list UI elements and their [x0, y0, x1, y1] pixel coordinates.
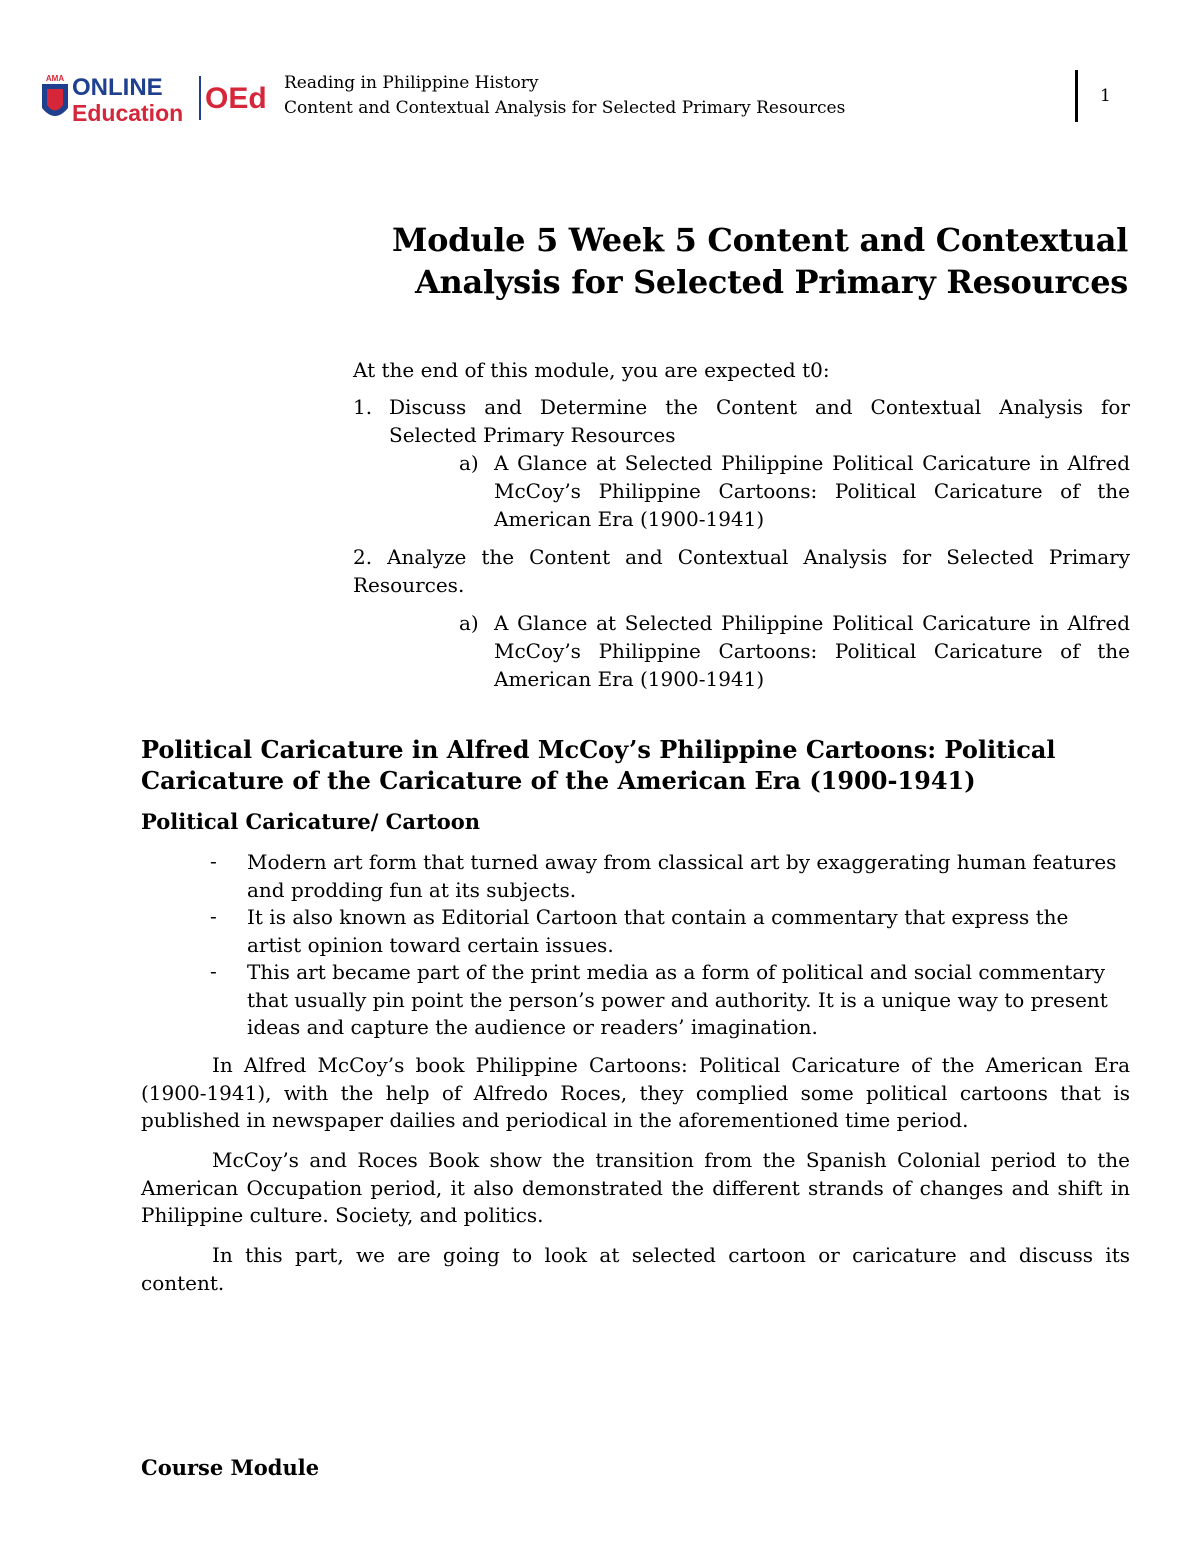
- objective-1a-label: a): [459, 451, 479, 475]
- bullet-item: This art became part of the print media as a form of political and social commentary that usually pin point the person’s power and authority. It is a unique way to present ideas and capture the audience or readers’ imagination.: [247, 960, 1108, 1039]
- page-title-line1: Module 5 Week 5 Content and Contextual: [392, 221, 1128, 259]
- bullet-marker: -: [210, 904, 217, 928]
- header-course-title: Reading in Philippine History: [284, 73, 539, 93]
- bullet-item: It is also known as Editorial Cartoon that contain a commentary that express the artist opinion toward certain issues.: [247, 905, 1069, 957]
- bullet-marker: -: [210, 849, 217, 873]
- objective-1-number: 1.: [353, 395, 373, 419]
- logo-education-text: Education: [72, 100, 184, 126]
- svg-text:AMA: AMA: [45, 74, 65, 83]
- page-title-line2: Analysis for Selected Primary Resources: [414, 263, 1128, 301]
- body-paragraph: In this part, we are going to look at selected cartoon or caricature and discuss its content.: [141, 1243, 1130, 1295]
- bullet-marker: -: [210, 959, 217, 983]
- objective-2a-label: a): [459, 611, 479, 635]
- objective-2-text: 2. Analyze the Content and Contextual Analysis for Selected Primary Resources.: [353, 545, 1130, 597]
- header-subtitle: Content and Contextual Analysis for Selected Primary Resources: [284, 98, 846, 118]
- objectives-intro: At the end of this module, you are expected t0:: [353, 358, 830, 382]
- objective-1a-text: A Glance at Selected Philippine Political Caricature in Alfred McCoy’s Philippine Cartoons: Political Caricature of the American Era (1900-1941): [494, 451, 1130, 531]
- body-paragraph: McCoy’s and Roces Book show the transition from the Spanish Colonial period to the American Occupation period, it also demonstrated the different strands of changes and shift in Philippine culture. Society, and politics.: [141, 1148, 1130, 1227]
- logo-oed-badge: OEd: [205, 82, 267, 115]
- section-heading: Political Caricature in Alfred McCoy’s Philippine Cartoons: Political Caricature of the Caricature of the American Era (1900-1941): [141, 735, 1056, 795]
- section-subheading: Political Caricature/ Cartoon: [141, 809, 481, 834]
- footer-label: Course Module: [141, 1455, 320, 1480]
- crest-icon: [42, 74, 68, 116]
- objective-2a-text: A Glance at Selected Philippine Political Caricature in Alfred McCoy’s Philippine Cartoons: Political Caricature of the American Era (1900-1941): [494, 611, 1130, 691]
- online-education-logo: [38, 70, 278, 126]
- bullet-item: Modern art form that turned away from classical art by exaggerating human features and prodding fun at its subjects.: [247, 850, 1117, 902]
- header-divider: [1075, 70, 1078, 122]
- page-number: 1: [1100, 86, 1111, 106]
- logo-online-text: ONLINE: [72, 74, 163, 101]
- body-paragraph: In Alfred McCoy’s book Philippine Cartoons: Political Caricature of the American Era (1900-1941), with the help of Alfredo Roces, they complied some political cartoons that is published in newspaper dailies and periodical in the aforementioned time period.: [141, 1053, 1130, 1132]
- objective-1-text: Discuss and Determine the Content and Contextual Analysis for Selected Primary Resources: [389, 395, 1130, 447]
